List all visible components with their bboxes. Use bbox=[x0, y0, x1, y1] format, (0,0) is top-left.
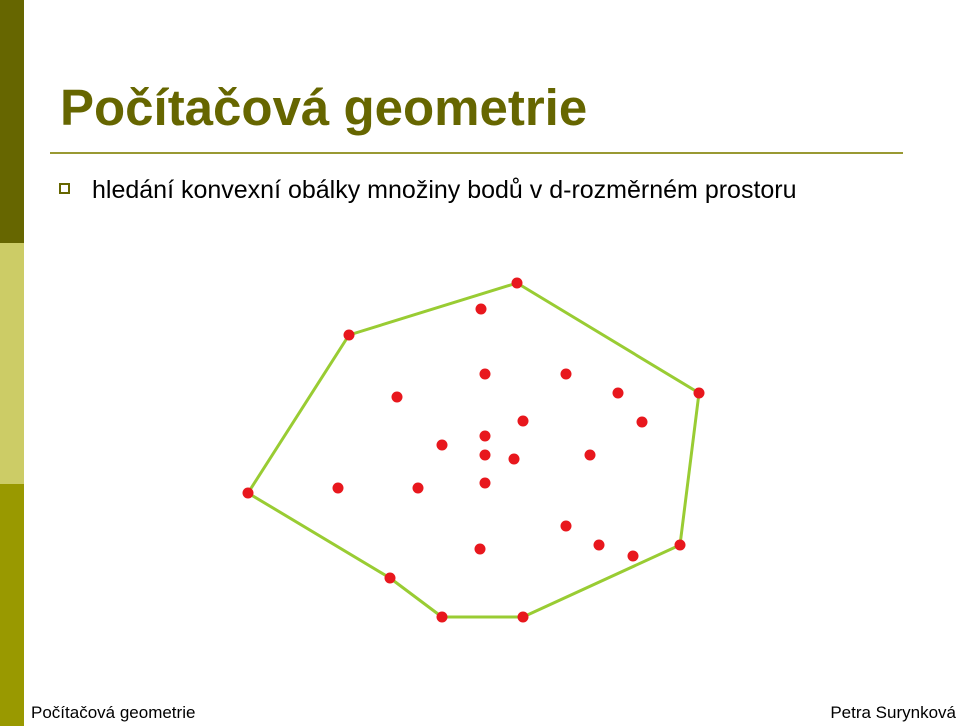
point-16 bbox=[333, 483, 344, 494]
point-19 bbox=[561, 521, 572, 532]
point-9 bbox=[637, 417, 648, 428]
point-18 bbox=[480, 478, 491, 489]
point-26 bbox=[518, 612, 529, 623]
footer-course: Počítačová geometrie bbox=[31, 703, 196, 722]
point-11 bbox=[437, 440, 448, 451]
point-0 bbox=[512, 278, 523, 289]
point-15 bbox=[243, 488, 254, 499]
point-5 bbox=[613, 388, 624, 399]
point-23 bbox=[675, 540, 686, 551]
point-24 bbox=[385, 573, 396, 584]
convex-hull-polygon bbox=[248, 283, 699, 617]
point-14 bbox=[585, 450, 596, 461]
bullet-text: hledání konvexní obálky množiny bodů v d-rozměrném prostoru bbox=[92, 176, 797, 204]
point-10 bbox=[480, 431, 491, 442]
point-1 bbox=[476, 304, 487, 315]
point-7 bbox=[392, 392, 403, 403]
point-13 bbox=[509, 454, 520, 465]
slide-title: Počítačová geometrie bbox=[60, 79, 588, 136]
point-4 bbox=[561, 369, 572, 380]
point-12 bbox=[480, 450, 491, 461]
point-22 bbox=[628, 551, 639, 562]
point-2 bbox=[344, 330, 355, 341]
point-8 bbox=[518, 416, 529, 427]
point-20 bbox=[475, 544, 486, 555]
point-21 bbox=[594, 540, 605, 551]
point-17 bbox=[413, 483, 424, 494]
point-3 bbox=[480, 369, 491, 380]
point-6 bbox=[694, 388, 705, 399]
point-25 bbox=[437, 612, 448, 623]
footer-author: Petra Surynková bbox=[830, 703, 956, 722]
